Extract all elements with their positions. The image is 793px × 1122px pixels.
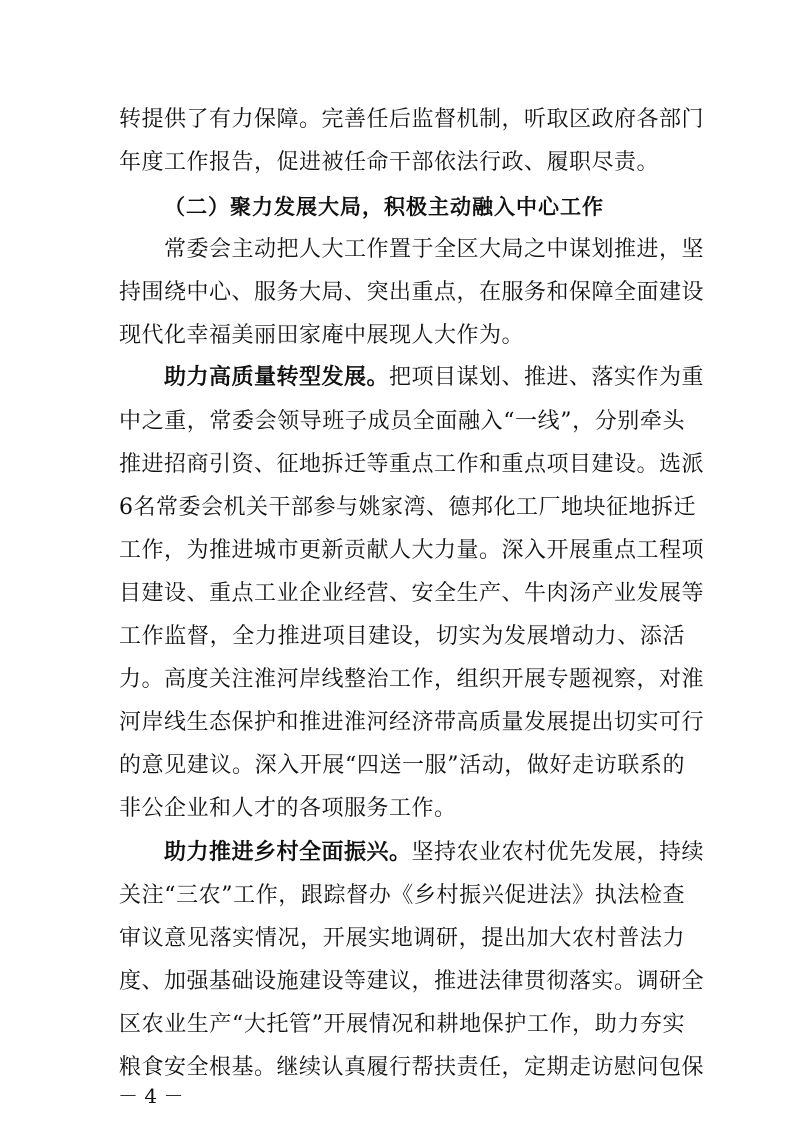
body-line: 6名常委会机关干部参与姚家湾、德邦化工厂地块征地拆迁: [119, 495, 696, 520]
body-line: 非公企业和人才的各项服务工作。: [119, 796, 457, 821]
paragraph-line: [164, 833, 705, 873]
paragraph-lead-heading: 助力高质量转型发展。: [164, 365, 390, 390]
section-heading: （二）聚力发展大局，积极主动融入中心工作: [164, 195, 604, 219]
body-line: 关注“三农”工作，跟踪督办《乡村振兴促进法》执法检查: [119, 883, 685, 908]
body-line: 年度工作报告，促进被任命干部依法行政、履职尽责。: [119, 150, 660, 175]
body-line: 持围绕中心、服务大局、突出重点，在服务和保障全面建设: [119, 280, 705, 305]
paragraph-lead-heading: 助力推进乡村全面振兴。: [164, 840, 412, 865]
body-line: 中之重，常委会领导班子成员全面融入“一线”，分别牵头: [119, 409, 685, 434]
body-line: 度、加强基础设施建设等建议，推进法律贯彻落实。调研全: [119, 969, 705, 994]
body-line: 常委会主动把人大工作置于全区大局之中谋划推进，坚: [164, 237, 705, 262]
body-line: 审议意见落实情况，开展实地调研，提出加大农村普法力: [119, 926, 685, 951]
body-line: 工作，为推进城市更新贡献人大力量。深入开展重点工程项: [119, 538, 705, 563]
paragraph-line-text: 把项目谋划、推进、落实作为重: [389, 365, 705, 390]
body-line: 现代化幸福美丽田家庵中展现人大作为。: [119, 323, 525, 348]
page-number: － 4 －: [118, 1084, 184, 1108]
body-line: 工作监督，全力推进项目建设，切实为发展增动力、添活: [119, 624, 685, 649]
body-line: 目建设、重点工业企业经营、安全生产、牛肉汤产业发展等: [119, 581, 705, 606]
body-line: 的意见建议。深入开展“四送一服”活动，做好走访联系的: [119, 753, 685, 778]
body-line: 区农业生产“大托管”开展情况和耕地保护工作，助力夯实: [119, 1012, 685, 1037]
body-line: 河岸线生态保护和推进淮河经济带高质量发展提出切实可行: [119, 710, 705, 735]
paragraph-line-text: 坚持农业农村优先发展，持续: [411, 840, 705, 865]
body-line: 推进招商引资、征地拆迁等重点工作和重点项目建设。选派: [119, 452, 705, 477]
body-line: 粮食安全根基。继续认真履行帮扶责任，定期走访慰问包保: [119, 1055, 705, 1080]
paragraph-line: [164, 358, 705, 398]
body-line: 力。高度关注淮河岸线整治工作，组织开展专题视察，对淮: [119, 667, 705, 692]
body-line: 转提供了有力保障。完善任后监督机制，听取区政府各部门: [119, 107, 705, 132]
